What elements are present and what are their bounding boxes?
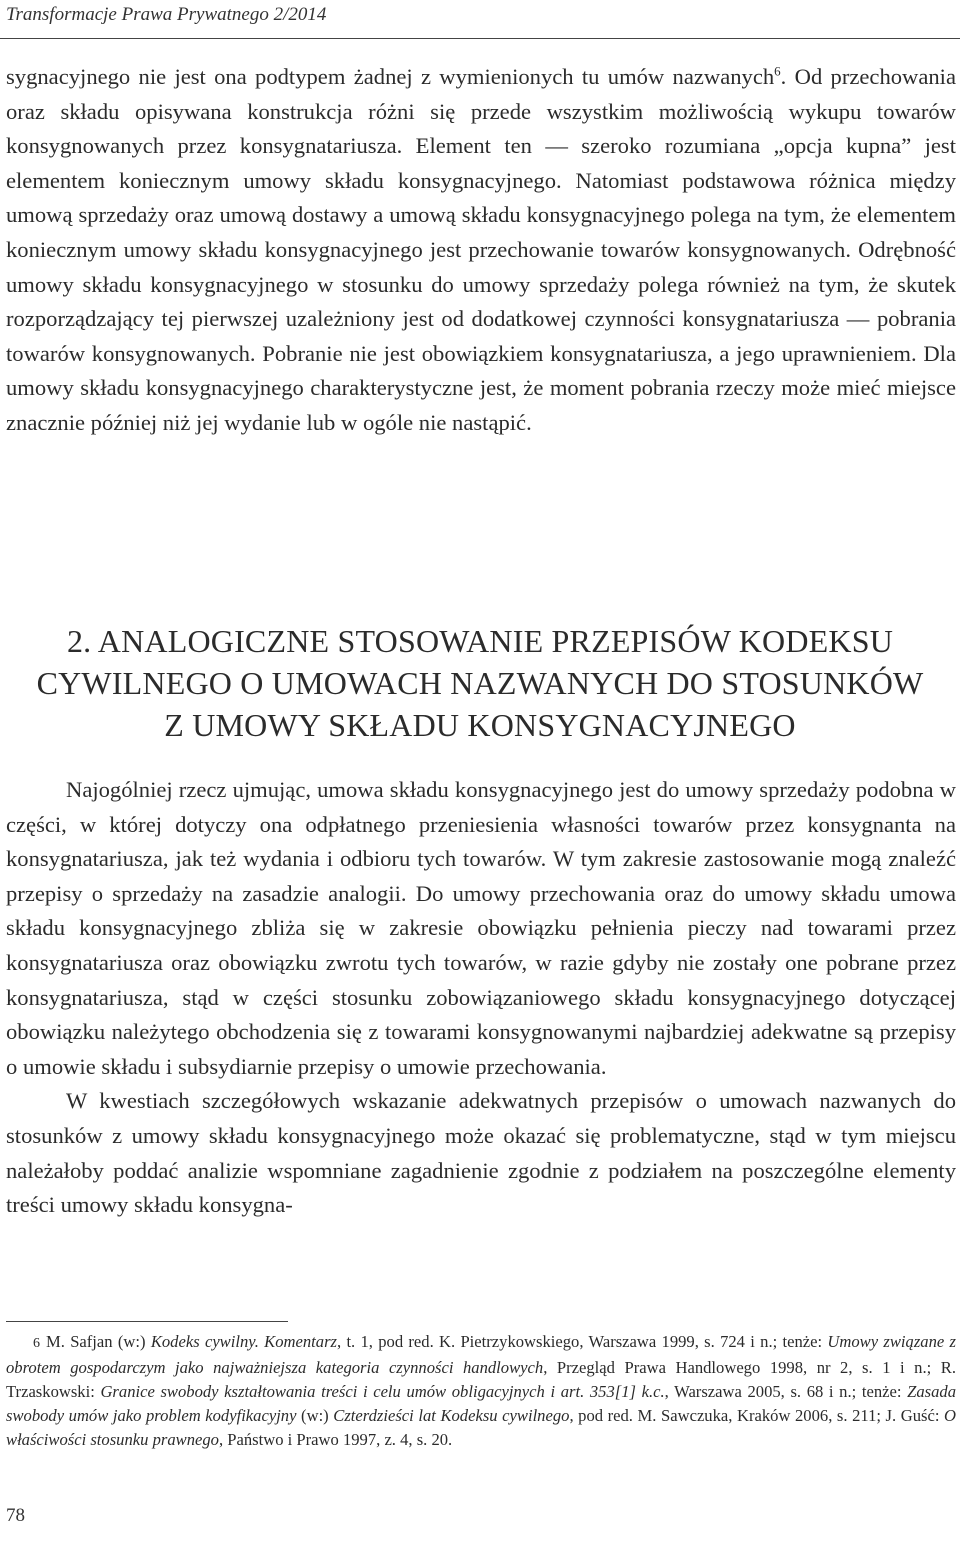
paragraph-3: W kwestiach szczegółowych wskazanie adekwatnych przepisów o umowach nazwanych do stosunków z umowy składu konsygnacyjnego może okazać się problematyczne, stąd w tym miejscu należałoby poddać analizie wspomniane zagadnienie zgodnie z podziałem na poszczególne elementy treści umowy składu konsygna- bbox=[6, 1088, 956, 1218]
running-title: Transformacje Prawa Prywatnego 2/2014 bbox=[6, 4, 327, 25]
footnote-title: Granice swobody kształtowania treści i celu umów obligacyjnych i art. 353[1] k.c. bbox=[100, 1382, 665, 1401]
footnote-title: Czterdzieści lat Kodeksu cywilnego bbox=[333, 1406, 570, 1425]
footnote-reference[interactable]: 6 bbox=[774, 63, 781, 79]
footnote-title: O właściwości stosunku prawnego bbox=[6, 1406, 956, 1449]
section-heading bbox=[0, 620, 960, 746]
footnote-title: Umowy związane z obrotem gospodarczym jako najważniejsza kategoria czynności handlowych bbox=[6, 1332, 956, 1377]
footnote-number: 6 bbox=[33, 1336, 40, 1351]
footnote-title: Zasada swobody umów jako problem kodyfikacyjny bbox=[6, 1382, 956, 1425]
paragraph-1-text-a: sygnacyjnego nie jest ona podtypem żadnej z wymienionych tu umów nazwanych bbox=[6, 64, 775, 89]
header-rule bbox=[0, 38, 960, 39]
paragraph-1 bbox=[6, 60, 956, 441]
page-number: 78 bbox=[6, 1505, 25, 1526]
footnote-text: (w:) bbox=[296, 1406, 334, 1425]
footnote-rule bbox=[6, 1321, 288, 1322]
footnote-text: , Warszawa 2005, s. 68 i n.; tenże: bbox=[664, 1382, 908, 1401]
section-heading-line-3: Z UMOWY SKŁADU KONSYGNACYJNEGO bbox=[164, 707, 796, 743]
paragraph-2: Najogólniej rzecz ujmując, umowa składu konsygnacyjnego jest do umowy sprzedaży podobna w części, w której dotyczy ona odpłatnego przeniesienia własności towarów przez konsygnanta na konsygnatariusza, jak też wydania i odbioru tych towarów. W tym zakresie zastosowanie mogą znaleźć przepisy o sprzedaży na zasadzie analogii. Do umowy przechowania oraz do umowy składu umowa składu konsygnacyjnego zbliża się w zakresie obowiązku pełnienia pieczy nad towarami przez konsygnatariusza oraz obowiązku zwrotu tych towarów, w razie gdyby nie zostały one pobrane przez konsygnatariusza, stąd w części stosunku zobowiązaniowego składu konsygnacyjnego dotyczącej obowiązku należytego obchodzenia się z towarami konsygnowanymi najbardziej adekwatne są przepisy o umowie składu i subsydiarnie przepisy o umowie przechowania. bbox=[6, 777, 956, 1079]
footnote-text: , pod red. M. Sawczuka, Kraków 2006, s. 211; J. Guść: bbox=[569, 1406, 945, 1425]
paragraph-1-text-b: . Od przechowania oraz składu opisywana konstrukcja różni się przede wszystkim możliwością wykupu towarów konsygnowanych przez konsygnatariusza. Element ten — szeroko rozumiana „opcja kupna” jest elementem koniecznym umowy składu konsygnacyjnego. Natomiast podstawowa różnica między umową sprzedaży oraz umową dostawy a umową składu konsygnacyjnego polega na tym, że elementem koniecznym umowy składu konsygnacyjnego jest przechowanie towarów konsygnowanych. Odrębność umowy składu konsygnacyjnego w stosunku do umowy sprzedaży polega również na tym, że skutek rozporządzający tej pierwszej uzależniony jest od dodatkowej czynności konsygnatariusza — pobrania towarów konsygnowanych. Pobranie nie jest obowiązkiem konsygnatariusza, a jego uprawnieniem. Dla umowy składu konsygnacyjnego charakterystyczne jest, że moment pobrania rzeczy może mieć miejsce znacznie później niż jej wydanie lub w ogóle nie nastąpić. bbox=[6, 64, 956, 435]
section-body bbox=[6, 773, 956, 1223]
footnote-text: , t. 1, pod red. K. Pietrzykowskiego, Warszawa 1999, s. 724 i n.; tenże: bbox=[337, 1332, 828, 1351]
footnote bbox=[6, 1330, 956, 1452]
footnote-title: Kodeks cywilny. Komentarz bbox=[150, 1332, 337, 1351]
section-heading-line-2: CYWILNEGO O UMOWACH NAZWANYCH DO STOSUNKÓW bbox=[36, 665, 924, 701]
footnote-text: , Przegląd Prawa Handlowego 1998, nr 2, s. 1 i n.; R. Trzaskowski: bbox=[6, 1358, 956, 1401]
footnote-text: M. Safjan (w:) bbox=[46, 1332, 151, 1351]
footnote-text: , Państwo i Prawo 1997, z. 4, s. 20. bbox=[218, 1430, 453, 1449]
section-heading-line-1: 2. ANALOGICZNE STOSOWANIE PRZEPISÓW KODEKSU bbox=[66, 623, 894, 659]
